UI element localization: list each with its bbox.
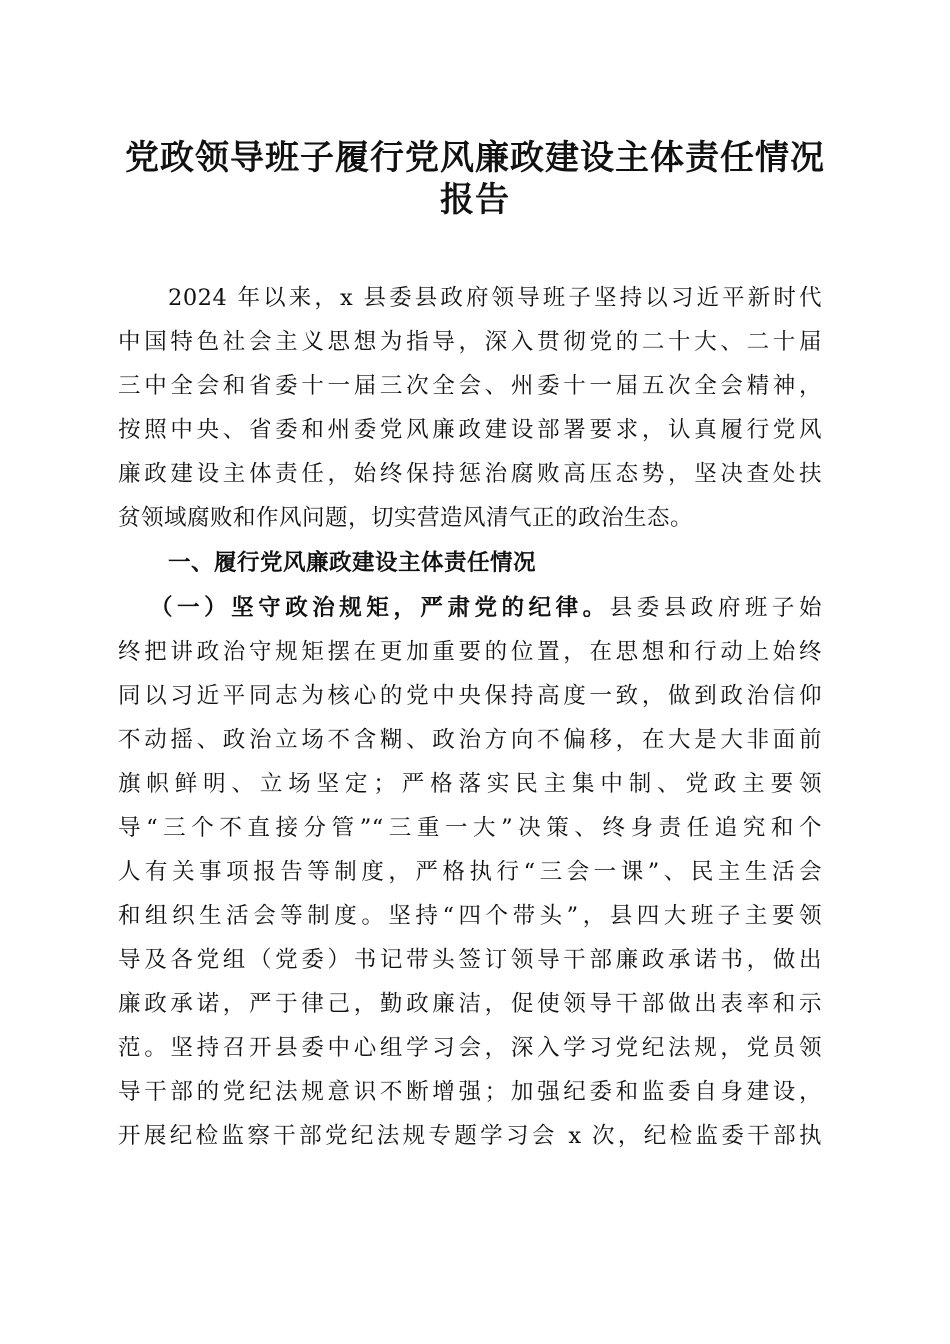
body-line: 不动摇、政治立场不含糊、政治方向不偏移，在大是大非面前 <box>118 727 822 753</box>
intro-line: 三中全会和省委十一届三次全会、州委十一届五次全会精神， <box>118 373 822 399</box>
intro-line: 按照中央、省委和州委党风廉政建设部署要求，认真履行党风 <box>118 417 822 443</box>
body-line: 终把讲政治守规矩摆在更加重要的位置，在思想和行动上始终 <box>118 639 822 665</box>
body-line: 导“三个不直接分管”“三重一大”决策、终身责任追究和个 <box>118 815 822 841</box>
document-title-line-2: 报告 <box>440 180 510 220</box>
intro-line: 廉政建设主体责任，始终保持惩治腐败高压态势，坚决查处扶 <box>118 461 822 487</box>
subsection-first-line <box>150 586 822 630</box>
body-line: 范。坚持召开县委中心组学习会，深入学习党纪法规，党员领 <box>118 1035 822 1061</box>
body-line: 廉政承诺，严于律己，勤政廉洁，促使领导干部做出表率和示 <box>118 991 822 1017</box>
body-line: 旗帜鲜明、立场坚定；严格落实民主集中制、党政主要领 <box>118 771 822 797</box>
body-line: 和组织生活会等制度。坚持“四个带头”，县四大班子主要领 <box>118 903 822 929</box>
intro-line: 贫领域腐败和作风问题，切实营造风清气正的政治生态。 <box>118 505 694 531</box>
intro-line: 中国特色社会主义思想为指导，深入贯彻党的二十大、二十届 <box>118 329 822 355</box>
body-line: 导干部的党纪法规意识不断增强；加强纪委和监委自身建设， <box>118 1079 822 1105</box>
intro-line: 2024 年以来，x 县委县政府领导班子坚持以习近平新时代 <box>168 285 822 311</box>
body-line: 同以习近平同志为核心的党中央保持高度一致，做到政治信仰 <box>118 683 822 709</box>
section-heading: 一、履行党风廉政建设主体责任情况 <box>168 550 537 576</box>
body-line: 导及各党组（党委）书记带头签订领导干部廉政承诺书，做出 <box>118 947 822 973</box>
subsection-first-line-text: 县委县政府班子始 <box>609 595 822 621</box>
body-line: 人有关事项报告等制度，严格执行“三会一课”、民主生活会 <box>118 859 822 885</box>
subsection-heading: （一）坚守政治规矩，严肃党的纪律。 <box>150 595 610 621</box>
document-title-line-1: 党政领导班子履行党风廉政建设主体责任情况 <box>125 138 825 178</box>
body-line: 开展纪检监察干部党纪法规专题学习会 x 次，纪检监委干部执 <box>118 1123 822 1149</box>
